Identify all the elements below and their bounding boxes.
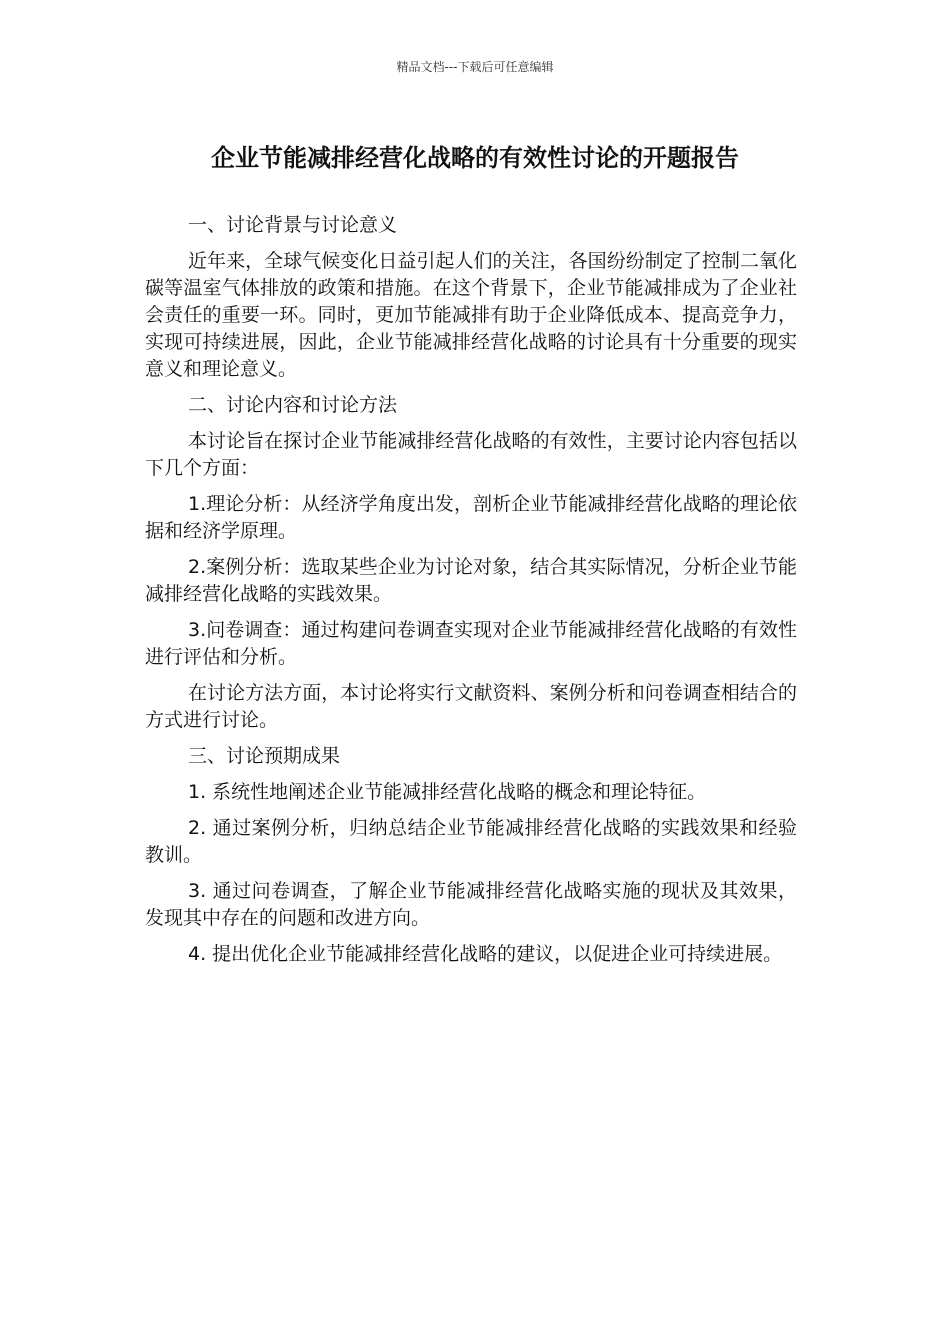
page-header: 精品文档---下载后可任意编辑 [396,60,554,74]
paragraph-background: 近年来，全球气候变化日益引起人们的关注，各国纷纷制定了控制二氧化碳等温室气体排放的政策和措施。在这个背景下，企业节能减排成为了企业社会责任的重要一环。同时，更加节能减排有助于企业降低成本、提高竞争力，实现可持续进展，因此，企业节能减排经营化战略的讨论具有十分重要的现实意义和理论意义。 [145,250,797,380]
list-item-case-analysis: 2.案例分析：选取某些企业为讨论对象，结合其实际情况，分析企业节能减排经营化战略的实践效果。 [145,556,797,605]
list-item-theory-analysis: 1.理论分析：从经济学角度出发，剖析企业节能减排经营化战略的理论依据和经济学原理。 [145,493,797,542]
list-item-result-4: 4. 提出优化企业节能减排经营化战略的建议，以促进企业可持续进展。 [188,943,783,965]
section-heading-background: 一、讨论背景与讨论意义 [188,214,398,236]
list-item-result-1: 1. 系统性地阐述企业节能减排经营化战略的概念和理论特征。 [188,781,707,803]
section-heading-content-methods: 二、讨论内容和讨论方法 [188,394,398,416]
paragraph-content-intro: 本讨论旨在探讨企业节能减排经营化战略的有效性，主要讨论内容包括以下几个方面： [145,430,797,479]
section-heading-expected-results: 三、讨论预期成果 [188,745,341,767]
list-item-result-3: 3. 通过问卷调查，了解企业节能减排经营化战略实施的现状及其效果，发现其中存在的问题和改进方向。 [145,880,797,929]
document-title: 企业节能减排经营化战略的有效性讨论的开题报告 [211,144,739,172]
document-body [145,212,797,977]
list-item-result-2: 2. 通过案例分析，归纳总结企业节能减排经营化战略的实践效果和经验教训。 [145,817,797,866]
paragraph-methods: 在讨论方法方面，本讨论将实行文献资料、案例分析和问卷调查相结合的方式进行讨论。 [145,682,797,731]
list-item-questionnaire: 3.问卷调查：通过构建问卷调查实现对企业节能减排经营化战略的有效性进行评估和分析。 [145,619,797,668]
